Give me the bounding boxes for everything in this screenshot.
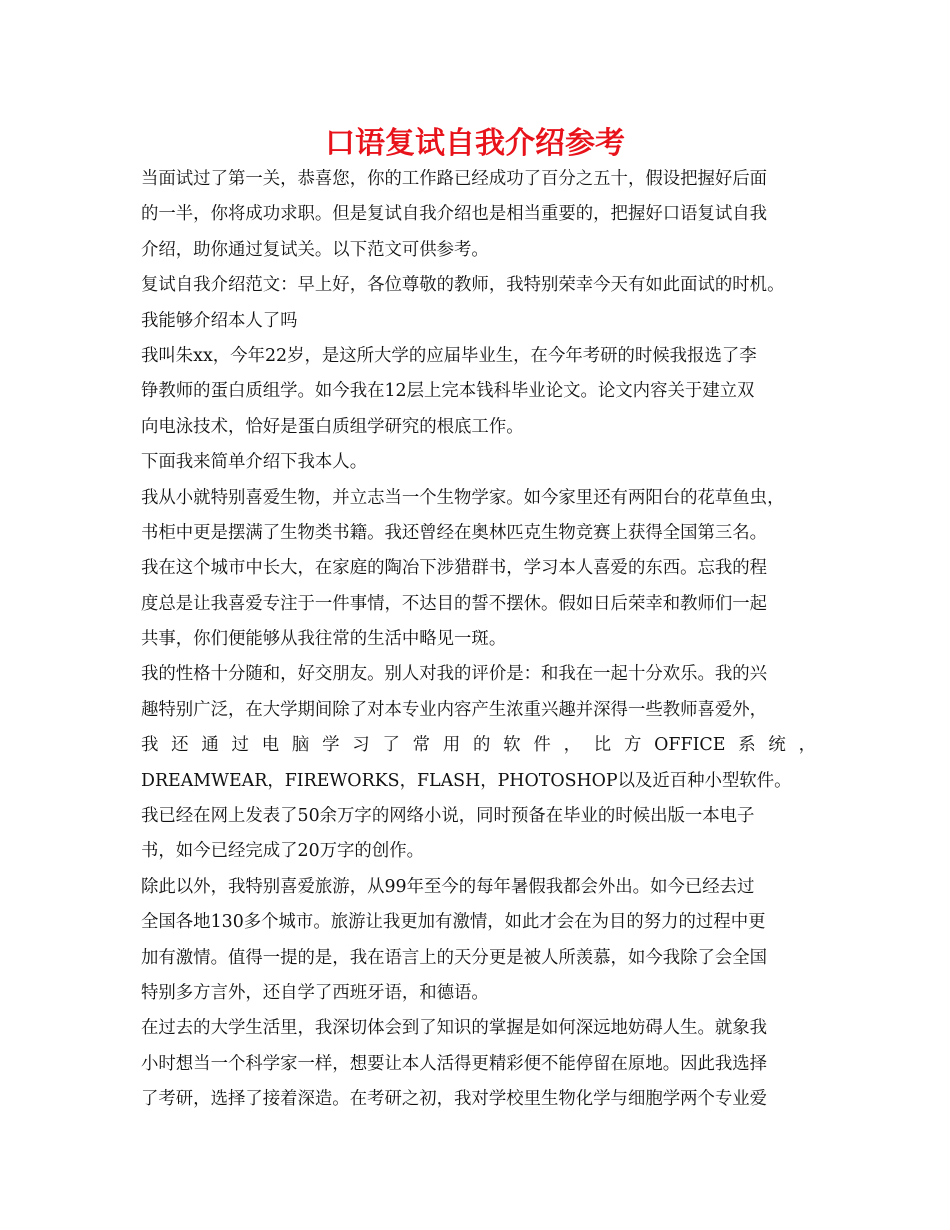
text-line: 我从小就特别喜爱生物，并立志当一个生物学家。如今家里还有两阳台的花草鱼虫， bbox=[141, 487, 785, 508]
text-line: 我叫朱xx，今年22岁，是这所大学的应届毕业生，在今年考研的时候我报选了李 bbox=[141, 345, 757, 366]
text-line: 复试自我介绍范文：早上好，各位尊敬的教师，我特别荣幸今天有如此面试的时机。 bbox=[141, 275, 785, 296]
document-title: 口语复试自我介绍参考 bbox=[325, 126, 625, 161]
text-line: 加有激情。值得一提的是，我在语言上的天分更是被人所羡慕，如今我除了会全国 bbox=[141, 947, 768, 968]
text-line: DREAMWEAR，FIREWORKS，FLASH，PHOTOSHOP以及近百种小型软件。 bbox=[141, 770, 792, 791]
text-line: 在过去的大学生活里，我深切体会到了知识的掌握是如何深远地妨碍人生。就象我 bbox=[141, 1018, 768, 1039]
text-line: 书，如今已经完成了20万字的创作。 bbox=[141, 841, 424, 862]
text-line: 我还通过电脑学习了常用的软件，比方OFFICE系统， bbox=[141, 735, 816, 756]
text-line: 除此以外，我特别喜爱旅游，从99年至今的每年暑假我都会外出。如今已经去过 bbox=[141, 876, 755, 897]
text-line: 趣特别广泛，在大学期间除了对本专业内容产生浓重兴趣并深得一些教师喜爱外， bbox=[141, 699, 768, 720]
text-line: 共事，你们便能够从我往常的生活中略见一斑。 bbox=[141, 629, 507, 650]
text-line: 了考研，选择了接着深造。在考研之初，我对学校里生物化学与细胞学两个专业爱 bbox=[141, 1089, 768, 1110]
text-line: 下面我来简单介绍下我本人。 bbox=[141, 452, 368, 473]
text-line: 我能够介绍本人了吗 bbox=[141, 310, 298, 331]
text-line: 特别多方言外，还自学了西班牙语，和德语。 bbox=[141, 982, 489, 1003]
text-line: 书柜中更是摆满了生物类书籍。我还曾经在奥林匹克生物竞赛上获得全国第三名。 bbox=[141, 522, 768, 543]
document-body bbox=[141, 162, 816, 1118]
text-line: 介绍，助你通过复试关。以下范文可供参考。 bbox=[141, 239, 489, 260]
text-line: 当面试过了第一关，恭喜您，你的工作路已经成功了百分之五十，假设把握好后面 bbox=[141, 169, 768, 189]
text-line: 我在这个城市中长大，在家庭的陶冶下涉猎群书，学习本人喜爱的东西。忘我的程 bbox=[141, 558, 768, 579]
text-line: 铮教师的蛋白质组学。如今我在12层上完本钱科毕业论文。论文内容关于建立双 bbox=[141, 381, 755, 402]
text-line: 全国各地130多个城市。旅游让我更加有激情，如此才会在为目的努力的过程中更 bbox=[141, 912, 766, 933]
text-line: 向电泳技术，恰好是蛋白质组学研究的根底工作。 bbox=[141, 416, 524, 437]
text-line: 度总是让我喜爱专注于一件事情，不达目的誓不摆休。假如日后荣幸和教师们一起 bbox=[141, 593, 768, 614]
text-line: 的一半，你将成功求职。但是复试自我介绍也是相当重要的，把握好口语复试自我 bbox=[141, 204, 768, 225]
text-line: 小时想当一个科学家一样，想要让本人活得更精彩便不能停留在原地。因此我选择 bbox=[141, 1053, 768, 1074]
text-line: 我已经在网上发表了50余万字的网络小说，同时预备在毕业的时候出版一本电子 bbox=[141, 806, 755, 827]
text-line: 我的性格十分随和，好交朋友。别人对我的评价是：和我在一起十分欢乐。我的兴 bbox=[141, 664, 768, 685]
